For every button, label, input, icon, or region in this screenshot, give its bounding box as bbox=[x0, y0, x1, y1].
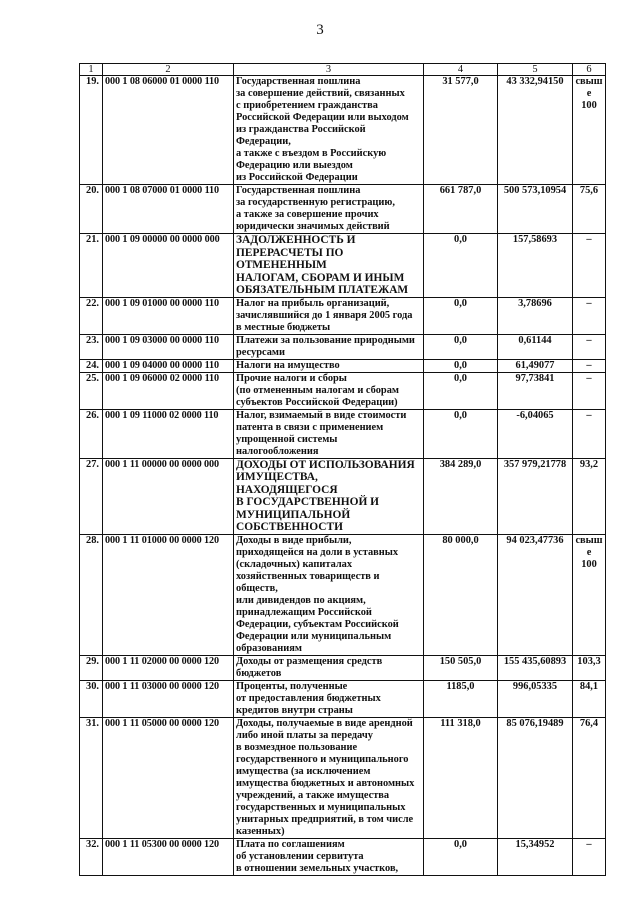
execution-percent: 84,1 bbox=[573, 680, 606, 717]
table-row bbox=[80, 234, 606, 298]
revenue-name: Налог, взимаемый в виде стоимости патента в связи с применением упрощенной системы налогообложения bbox=[234, 409, 424, 458]
budget-code: 000 1 11 03000 00 0000 120 bbox=[103, 680, 234, 717]
row-number: 28. bbox=[80, 534, 103, 655]
actual-amount: 357 979,21778 bbox=[498, 458, 573, 534]
budget-code: 000 1 11 05000 00 0000 120 bbox=[103, 717, 234, 838]
row-number: 23. bbox=[80, 334, 103, 359]
actual-amount: 500 573,10954 bbox=[498, 185, 573, 234]
row-number: 19. bbox=[80, 76, 103, 185]
budget-code: 000 1 09 03000 00 0000 110 bbox=[103, 334, 234, 359]
execution-percent: 93,2 bbox=[573, 458, 606, 534]
planned-amount: 111 318,0 bbox=[424, 717, 498, 838]
budget-code: 000 1 09 11000 02 0000 110 bbox=[103, 409, 234, 458]
execution-percent: – bbox=[573, 297, 606, 334]
planned-amount: 80 000,0 bbox=[424, 534, 498, 655]
table-row bbox=[80, 717, 606, 838]
planned-amount: 661 787,0 bbox=[424, 185, 498, 234]
actual-amount: 155 435,60893 bbox=[498, 655, 573, 680]
table-row bbox=[80, 838, 606, 875]
revenue-name: Налоги на имущество bbox=[234, 359, 424, 372]
planned-amount: 31 577,0 bbox=[424, 76, 498, 185]
planned-amount: 0,0 bbox=[424, 297, 498, 334]
revenue-name: Платежи за пользование природными ресурсами bbox=[234, 334, 424, 359]
execution-percent: – bbox=[573, 234, 606, 298]
budget-code: 000 1 08 07000 01 0000 110 bbox=[103, 185, 234, 234]
table-row bbox=[80, 359, 606, 372]
execution-percent: – bbox=[573, 372, 606, 409]
header-col-4: 4 bbox=[424, 64, 498, 76]
planned-amount: 384 289,0 bbox=[424, 458, 498, 534]
revenue-name: Доходы от размещения средств бюджетов bbox=[234, 655, 424, 680]
actual-amount: -6,04065 bbox=[498, 409, 573, 458]
header-col-5: 5 bbox=[498, 64, 573, 76]
row-number: 25. bbox=[80, 372, 103, 409]
table-row bbox=[80, 409, 606, 458]
revenue-table bbox=[79, 63, 606, 876]
header-col-2: 2 bbox=[103, 64, 234, 76]
execution-percent: – bbox=[573, 359, 606, 372]
actual-amount: 996,05335 bbox=[498, 680, 573, 717]
page-number: 3 bbox=[316, 22, 324, 38]
actual-amount: 3,78696 bbox=[498, 297, 573, 334]
execution-percent: свыше 100 bbox=[573, 76, 606, 185]
budget-code: 000 1 09 04000 00 0000 110 bbox=[103, 359, 234, 372]
execution-percent: – bbox=[573, 409, 606, 458]
planned-amount: 150 505,0 bbox=[424, 655, 498, 680]
row-number: 21. bbox=[80, 234, 103, 298]
row-number: 26. bbox=[80, 409, 103, 458]
execution-percent: – bbox=[573, 334, 606, 359]
execution-percent: свыше 100 bbox=[573, 534, 606, 655]
budget-code: 000 1 09 00000 00 0000 000 bbox=[103, 234, 234, 298]
actual-amount: 97,73841 bbox=[498, 372, 573, 409]
table-row bbox=[80, 297, 606, 334]
table-row bbox=[80, 334, 606, 359]
revenue-name: Прочие налоги и сборы (по отмененным налогам и сборам субъектов Российской Федерации) bbox=[234, 372, 424, 409]
table-row bbox=[80, 185, 606, 234]
planned-amount: 0,0 bbox=[424, 234, 498, 298]
actual-amount: 94 023,47736 bbox=[498, 534, 573, 655]
table-row bbox=[80, 76, 606, 185]
execution-percent: 75,6 bbox=[573, 185, 606, 234]
actual-amount: 157,58693 bbox=[498, 234, 573, 298]
table-header-row bbox=[80, 64, 606, 76]
revenue-name: ДОХОДЫ ОТ ИСПОЛЬЗОВАНИЯ ИМУЩЕСТВА, НАХОДЯЩЕГОСЯ В ГОСУДАРСТВЕННОЙ И МУНИЦИПАЛЬНОЙ СОБСТВЕННОСТИ bbox=[234, 458, 424, 534]
revenue-name: Государственная пошлина за совершение действий, связанных с приобретением гражданства Российской Федерации или выходом из гражданства Российской Федерации, а также с въездом в Российскую Федерацию или выездом из Российской Федерации bbox=[234, 76, 424, 185]
planned-amount: 0,0 bbox=[424, 359, 498, 372]
execution-percent: 103,3 bbox=[573, 655, 606, 680]
budget-code: 000 1 09 01000 00 0000 110 bbox=[103, 297, 234, 334]
budget-code: 000 1 09 06000 02 0000 110 bbox=[103, 372, 234, 409]
planned-amount: 0,0 bbox=[424, 372, 498, 409]
table-row bbox=[80, 458, 606, 534]
actual-amount: 43 332,94150 bbox=[498, 76, 573, 185]
revenue-name: Доходы в виде прибыли, приходящейся на доли в уставных (складочных) капиталах хозяйственных товариществ и обществ, или дивидендов по акциям, принадлежащим Российской Федерации, субъектам Российской Федерации или муниципальным образованиям bbox=[234, 534, 424, 655]
planned-amount: 0,0 bbox=[424, 334, 498, 359]
table-row bbox=[80, 534, 606, 655]
actual-amount: 15,34952 bbox=[498, 838, 573, 875]
row-number: 29. bbox=[80, 655, 103, 680]
revenue-name: Налог на прибыль организаций, зачислявшийся до 1 января 2005 года в местные бюджеты bbox=[234, 297, 424, 334]
revenue-name: ЗАДОЛЖЕННОСТЬ И ПЕРЕРАСЧЕТЫ ПО ОТМЕНЕННЫМ НАЛОГАМ, СБОРАМ И ИНЫМ ОБЯЗАТЕЛЬНЫМ ПЛАТЕЖАМ bbox=[234, 234, 424, 298]
row-number: 22. bbox=[80, 297, 103, 334]
budget-code: 000 1 11 02000 00 0000 120 bbox=[103, 655, 234, 680]
revenue-name: Доходы, получаемые в виде арендной либо иной платы за передачу в возмездное пользование государственного и муниципального имущества (за исключением имущества бюджетных и автономных учреждений, а также имущества государственных и муниципальных унитарных предприятий, в том числе казенных) bbox=[234, 717, 424, 838]
row-number: 32. bbox=[80, 838, 103, 875]
table-row bbox=[80, 680, 606, 717]
planned-amount: 0,0 bbox=[424, 838, 498, 875]
execution-percent: – bbox=[573, 838, 606, 875]
table-row bbox=[80, 372, 606, 409]
revenue-name: Проценты, полученные от предоставления бюджетных кредитов внутри страны bbox=[234, 680, 424, 717]
budget-code: 000 1 11 00000 00 0000 000 bbox=[103, 458, 234, 534]
table-row bbox=[80, 655, 606, 680]
actual-amount: 61,49077 bbox=[498, 359, 573, 372]
planned-amount: 0,0 bbox=[424, 409, 498, 458]
budget-code: 000 1 08 06000 01 0000 110 bbox=[103, 76, 234, 185]
row-number: 20. bbox=[80, 185, 103, 234]
actual-amount: 85 076,19489 bbox=[498, 717, 573, 838]
actual-amount: 0,61144 bbox=[498, 334, 573, 359]
execution-percent: 76,4 bbox=[573, 717, 606, 838]
budget-code: 000 1 11 01000 00 0000 120 bbox=[103, 534, 234, 655]
row-number: 30. bbox=[80, 680, 103, 717]
row-number: 27. bbox=[80, 458, 103, 534]
revenue-name: Государственная пошлина за государственную регистрацию, а также за совершение прочих юридически значимых действий bbox=[234, 185, 424, 234]
budget-code: 000 1 11 05300 00 0000 120 bbox=[103, 838, 234, 875]
row-number: 31. bbox=[80, 717, 103, 838]
revenue-name: Плата по соглашениям об установлении сервитута в отношении земельных участков, bbox=[234, 838, 424, 875]
header-col-1: 1 bbox=[80, 64, 103, 76]
row-number: 24. bbox=[80, 359, 103, 372]
header-col-6: 6 bbox=[573, 64, 606, 76]
header-col-3: 3 bbox=[234, 64, 424, 76]
planned-amount: 1185,0 bbox=[424, 680, 498, 717]
